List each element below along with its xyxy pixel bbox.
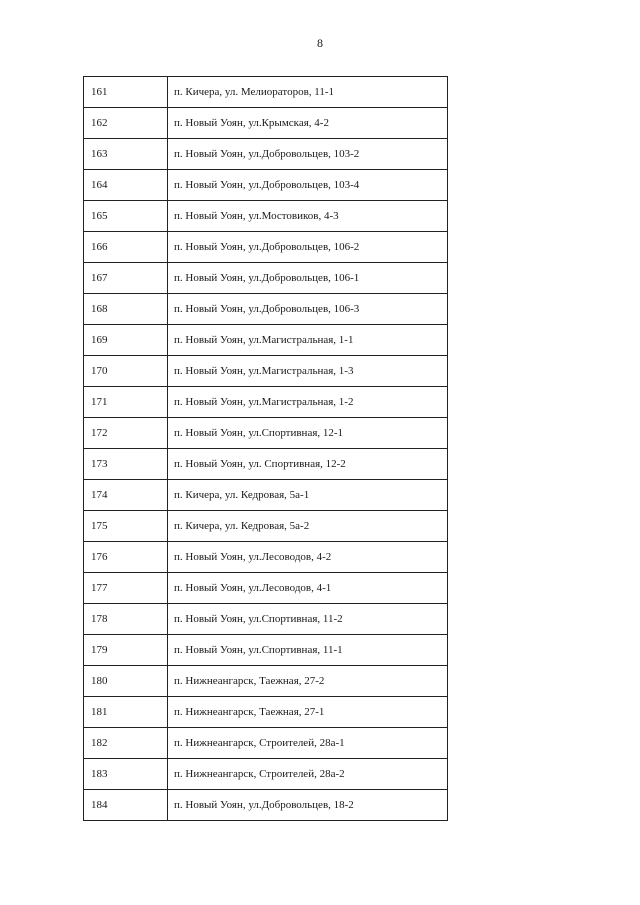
row-number-cell: 165 — [84, 201, 168, 232]
table-row — [84, 604, 448, 635]
row-number-cell: 180 — [84, 666, 168, 697]
address-cell: п. Новый Уоян, ул.Спортивная, 11-2 — [168, 604, 448, 635]
address-cell: п. Новый Уоян, ул.Магистральная, 1-1 — [168, 325, 448, 356]
table-row — [84, 573, 448, 604]
row-number-cell: 182 — [84, 728, 168, 759]
table-row — [84, 263, 448, 294]
address-cell: п. Нижнеангарск, Таежная, 27-1 — [168, 697, 448, 728]
table-row — [84, 201, 448, 232]
table-row — [84, 697, 448, 728]
table-row — [84, 542, 448, 573]
table-row — [84, 356, 448, 387]
row-number-cell: 168 — [84, 294, 168, 325]
row-number-cell: 174 — [84, 480, 168, 511]
address-cell: п. Новый Уоян, ул.Спортивная, 12-1 — [168, 418, 448, 449]
table-row — [84, 449, 448, 480]
table-row — [84, 139, 448, 170]
page-number: 8 — [317, 36, 323, 50]
address-cell: п. Кичера, ул. Кедровая, 5а-1 — [168, 480, 448, 511]
row-number-cell: 181 — [84, 697, 168, 728]
row-number-cell: 164 — [84, 170, 168, 201]
table-row — [84, 294, 448, 325]
address-cell: п. Нижнеангарск, Таежная, 27-2 — [168, 666, 448, 697]
table-row — [84, 480, 448, 511]
row-number-cell: 175 — [84, 511, 168, 542]
row-number-cell: 172 — [84, 418, 168, 449]
address-cell: п. Нижнеангарск, Строителей, 28а-1 — [168, 728, 448, 759]
table-row — [84, 511, 448, 542]
row-number-cell: 169 — [84, 325, 168, 356]
row-number-cell: 176 — [84, 542, 168, 573]
row-number-cell: 170 — [84, 356, 168, 387]
table-row — [84, 170, 448, 201]
address-cell: п. Новый Уоян, ул.Мостовиков, 4-3 — [168, 201, 448, 232]
table-row — [84, 325, 448, 356]
row-number-cell: 173 — [84, 449, 168, 480]
address-cell: п. Новый Уоян, ул.Лесоводов, 4-2 — [168, 542, 448, 573]
row-number-cell: 166 — [84, 232, 168, 263]
address-table-body — [84, 77, 448, 821]
row-number-cell: 162 — [84, 108, 168, 139]
table-row — [84, 666, 448, 697]
address-cell: п. Новый Уоян, ул.Магистральная, 1-2 — [168, 387, 448, 418]
address-cell: п. Новый Уоян, ул.Добровольцев, 106-2 — [168, 232, 448, 263]
row-number-cell: 183 — [84, 759, 168, 790]
address-cell: п. Кичера, ул. Мелиораторов, 11-1 — [168, 77, 448, 108]
address-cell: п. Новый Уоян, ул.Крымская, 4-2 — [168, 108, 448, 139]
address-cell: п. Новый Уоян, ул.Добровольцев, 106-1 — [168, 263, 448, 294]
address-cell: п. Новый Уоян, ул.Добровольцев, 106-3 — [168, 294, 448, 325]
address-cell: п. Новый Уоян, ул.Магистральная, 1-3 — [168, 356, 448, 387]
address-cell: п. Кичера, ул. Кедровая, 5а-2 — [168, 511, 448, 542]
row-number-cell: 171 — [84, 387, 168, 418]
table-row — [84, 77, 448, 108]
row-number-cell: 161 — [84, 77, 168, 108]
table-row — [84, 418, 448, 449]
address-cell: п. Новый Уоян, ул.Добровольцев, 18-2 — [168, 790, 448, 821]
table-row — [84, 759, 448, 790]
address-cell: п. Новый Уоян, ул.Лесоводов, 4-1 — [168, 573, 448, 604]
row-number-cell: 167 — [84, 263, 168, 294]
row-number-cell: 177 — [84, 573, 168, 604]
row-number-cell: 184 — [84, 790, 168, 821]
address-cell: п. Новый Уоян, ул.Спортивная, 11-1 — [168, 635, 448, 666]
row-number-cell: 179 — [84, 635, 168, 666]
table-row — [84, 108, 448, 139]
row-number-cell: 163 — [84, 139, 168, 170]
address-cell: п. Новый Уоян, ул.Добровольцев, 103-2 — [168, 139, 448, 170]
address-cell: п. Новый Уоян, ул. Спортивная, 12-2 — [168, 449, 448, 480]
row-number-cell: 178 — [84, 604, 168, 635]
table-row — [84, 790, 448, 821]
table-row — [84, 232, 448, 263]
address-table — [83, 76, 448, 821]
table-row — [84, 635, 448, 666]
table-row — [84, 387, 448, 418]
address-cell: п. Нижнеангарск, Строителей, 28а-2 — [168, 759, 448, 790]
table-row — [84, 728, 448, 759]
address-cell: п. Новый Уоян, ул.Добровольцев, 103-4 — [168, 170, 448, 201]
